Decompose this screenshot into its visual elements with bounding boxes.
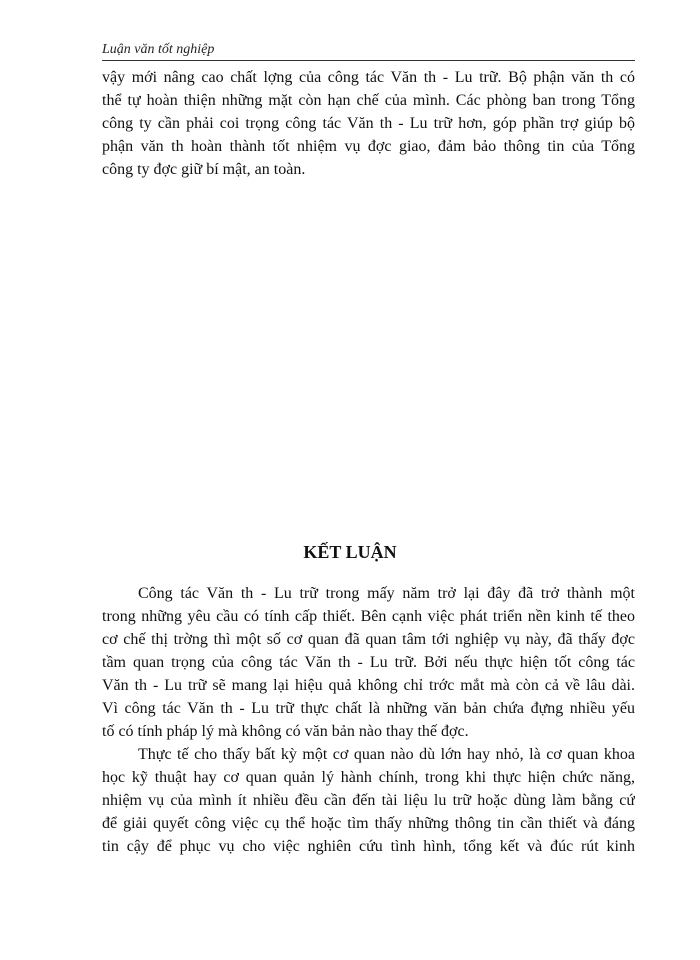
text-line: công ty cần phải coi trọng công tác Văn th - Lu trữ hơn, góp phần trợ giúp bộ [102, 115, 635, 132]
conclusion-body [102, 582, 635, 858]
text-line: vậy mới nâng cao chất lợng của công tác Văn th - Lu trữ. Bộ phận văn th có [102, 69, 635, 86]
text-line: Thực tế cho thấy bất kỳ một cơ quan nào dù lớn hay nhỏ, là cơ quan khoa [138, 746, 635, 763]
text-line: trong những yêu cầu có tính cấp thiết. Bên cạnh việc phát triển nền kinh tế theo [102, 608, 635, 625]
text-line: Công tác Văn th - Lu trữ trong mấy năm trở lại đây đã trở thành một [138, 585, 635, 602]
text-line: thể tự hoàn thiện những mặt còn hạn chế của mình. Các phòng ban trong Tổng [102, 92, 635, 109]
text-line: Vì công tác Văn th - Lu trữ thực chất là những văn bản chứa đựng nhiều yếu [102, 700, 635, 717]
page-header [102, 40, 635, 61]
text-line: để giải quyết công việc cụ thể hoặc tìm thấy những thông tin cần thiết và đáng [102, 815, 635, 832]
text-line: nhiệm vụ của mình ít nhiều đều cần đến tài liệu lu trữ hoặc dùng làm bằng cứ [102, 792, 635, 809]
section-heading: KẾT LUẬN [303, 542, 397, 562]
header-title: Luận văn tốt nghiệp [102, 42, 215, 57]
text-line: tầm quan trọng của công tác Văn th - Lu trữ. Bởi nếu thực hiện tốt công tác [102, 654, 635, 671]
text-line: học kỹ thuật hay cơ quan quản lý hành chính, trong khi thực hiện chức năng, [102, 769, 635, 786]
text-line: tin cậy để phục vụ cho việc nghiên cứu tình hình, tổng kết và đúc rút kinh [102, 838, 635, 855]
text-line: Văn th - Lu trữ sẽ mang lại hiệu quả không chỉ trớc mắt mà còn cả về lâu dài. [102, 677, 635, 694]
text-line: phận văn th hoàn thành tốt nhiệm vụ đợc giao, đảm bảo thông tin của Tổng [102, 138, 635, 155]
conclusion-paragraph-2 [102, 743, 635, 858]
conclusion-paragraph-1 [102, 582, 635, 743]
text-line: tố có tính pháp lý mà không có văn bản nào thay thế đợc. [102, 723, 469, 740]
text-line: cơ chế thị trờng thì một số cơ quan đã quan tâm tới nghiệp vụ này, đã thấy đợc [102, 631, 635, 648]
top-paragraph [102, 66, 635, 181]
text-line: công ty đợc giữ bí mật, an toàn. [102, 161, 306, 178]
